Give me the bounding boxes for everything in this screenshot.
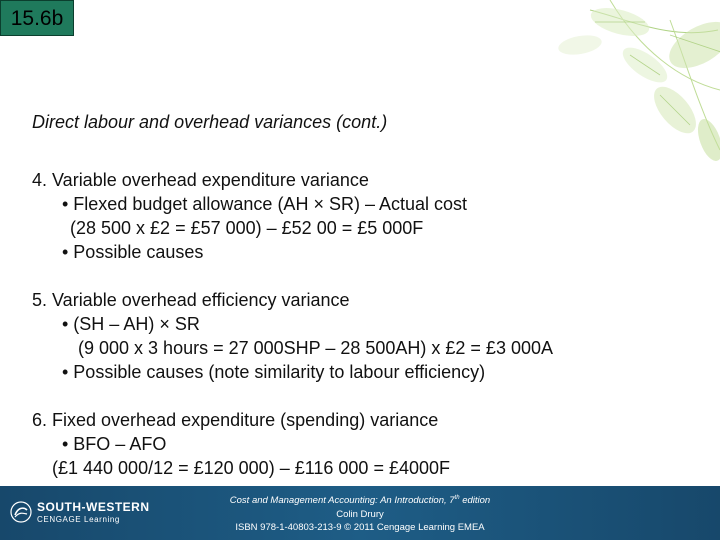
item-4-bullet-2: • Possible causes [62, 242, 204, 262]
footer-bar [0, 486, 720, 540]
slide-content [32, 168, 553, 480]
item-5-bullet-2: • Possible causes (note similarity to labour efficiency) [62, 362, 486, 382]
leaf-decoration [470, 0, 720, 180]
book-author: Colin Drury [336, 508, 384, 520]
book-title: Cost and Management Accounting: An Introduction, 7 [229, 495, 455, 507]
edition-superscript: th [454, 495, 460, 501]
item-4-bullet-1: • Flexed budget allowance (AH × SR) – Actual cost [62, 194, 468, 214]
publisher-logo-icon [10, 501, 32, 523]
item-5-bullet-1: • (SH – AH) × SR [62, 314, 200, 334]
item-6-bullet-1: • BFO – AFO [62, 434, 167, 454]
item-5-heading: 5. Variable overhead efficiency variance [32, 290, 350, 310]
item-4-heading: 4. Variable overhead expenditure variance [32, 170, 369, 190]
slide-number: 15.6b [0, 0, 74, 36]
book-title-line [180, 492, 540, 508]
item-6-calculation: (£1 440 000/12 = £120 000) – £116 000 = £4000F [52, 458, 451, 478]
item-4-calculation: (28 500 x £2 = £57 000) – £52 00 = £5 000F [70, 218, 424, 238]
book-isbn: ISBN 978-1-40803-213-9 © 2011 Cengage Learning EMEA [235, 522, 485, 534]
slide-title: Direct labour and overhead variances (cont.) [32, 112, 388, 132]
item-6-heading: 6. Fixed overhead expenditure (spending) variance [32, 410, 439, 430]
logo-line-2: CENGAGE Learning [37, 515, 120, 524]
footer-citation [180, 492, 540, 535]
item-5-calculation: (9 000 x 3 hours = 27 000SHP – 28 500AH) x £2 = £3 000A [78, 338, 553, 358]
logo-line-1: SOUTH-WESTERN [37, 500, 150, 514]
edition-word: edition [459, 495, 491, 507]
